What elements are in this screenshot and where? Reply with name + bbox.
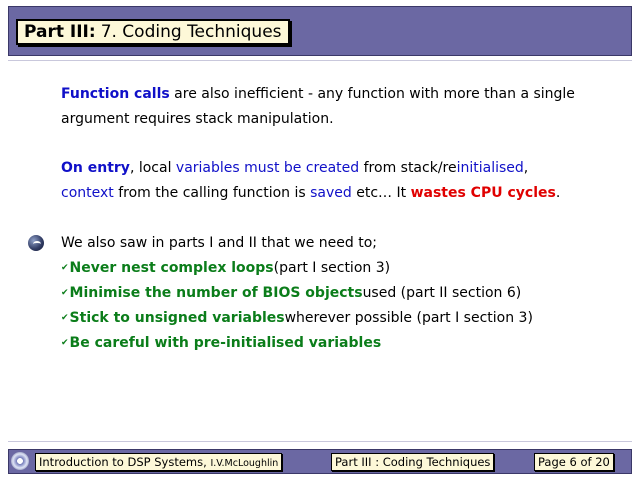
paragraph-text: . [555, 185, 561, 201]
logo-icon [11, 452, 29, 470]
paragraph-text: from stack/re [359, 160, 457, 176]
list-item-rest: used (part II section 6) [362, 285, 522, 301]
bullet-icon [28, 235, 44, 251]
list-item-bold: Be careful with pre-initialised variables [69, 335, 382, 351]
slide-title [16, 19, 290, 45]
term-initialised: initialised [456, 160, 524, 176]
header-rule [8, 60, 632, 61]
paragraph-text: argument requires stack manipulation. [61, 111, 334, 127]
title-part: Part III: [24, 22, 96, 42]
term-context: context [61, 185, 114, 201]
chevron-bullet-icon: ✔ [61, 288, 69, 298]
footer-rule [8, 441, 632, 442]
term-on-entry: On entry [61, 160, 130, 176]
list-item [61, 306, 621, 331]
paragraph-on-entry [61, 156, 621, 206]
footer-section: Part III : Coding Techniques [331, 453, 494, 471]
list-item [61, 256, 621, 281]
paragraph-text: are also inefficient - any function with more than a single [169, 86, 575, 102]
footer-author: I.V.McLoughlin [210, 458, 279, 469]
footer-course: Introduction to DSP Systems, [39, 455, 211, 469]
footer-page-number: Page 6 of 20 [534, 453, 614, 471]
chevron-bullet-icon: ✔ [61, 338, 69, 348]
paragraph-text: from the calling function is [113, 185, 311, 201]
list-item-rest: (part I section 3) [273, 260, 391, 276]
list-item [61, 331, 621, 356]
list-item-rest: wherever possible (part I section 3) [284, 310, 533, 326]
list-item [61, 281, 621, 306]
term-saved: saved [310, 185, 352, 201]
list-item-bold: Minimise the number of BIOS objects [69, 285, 363, 301]
list-item-bold: Never nest complex loops [69, 260, 274, 276]
term-variables-created: variables must be created [175, 160, 360, 176]
chevron-bullet-icon: ✔ [61, 313, 69, 323]
term-wastes-cpu-cycles: wastes CPU cycles [410, 185, 556, 201]
list-item-bold: Stick to unsigned variables [69, 310, 285, 326]
recap-intro: We also saw in parts I and II that we need to; [61, 235, 377, 251]
paragraph-text: , [523, 160, 529, 176]
term-function-calls: Function calls [61, 86, 170, 102]
paragraph-recap [61, 231, 621, 356]
title-text: 7. Coding Techniques [100, 22, 282, 42]
chevron-bullet-icon: ✔ [61, 263, 69, 273]
paragraph-text: etc… It [351, 185, 411, 201]
paragraph-text: , local [129, 160, 176, 176]
paragraph-function-calls [61, 82, 621, 132]
footer-course-title [35, 453, 282, 471]
